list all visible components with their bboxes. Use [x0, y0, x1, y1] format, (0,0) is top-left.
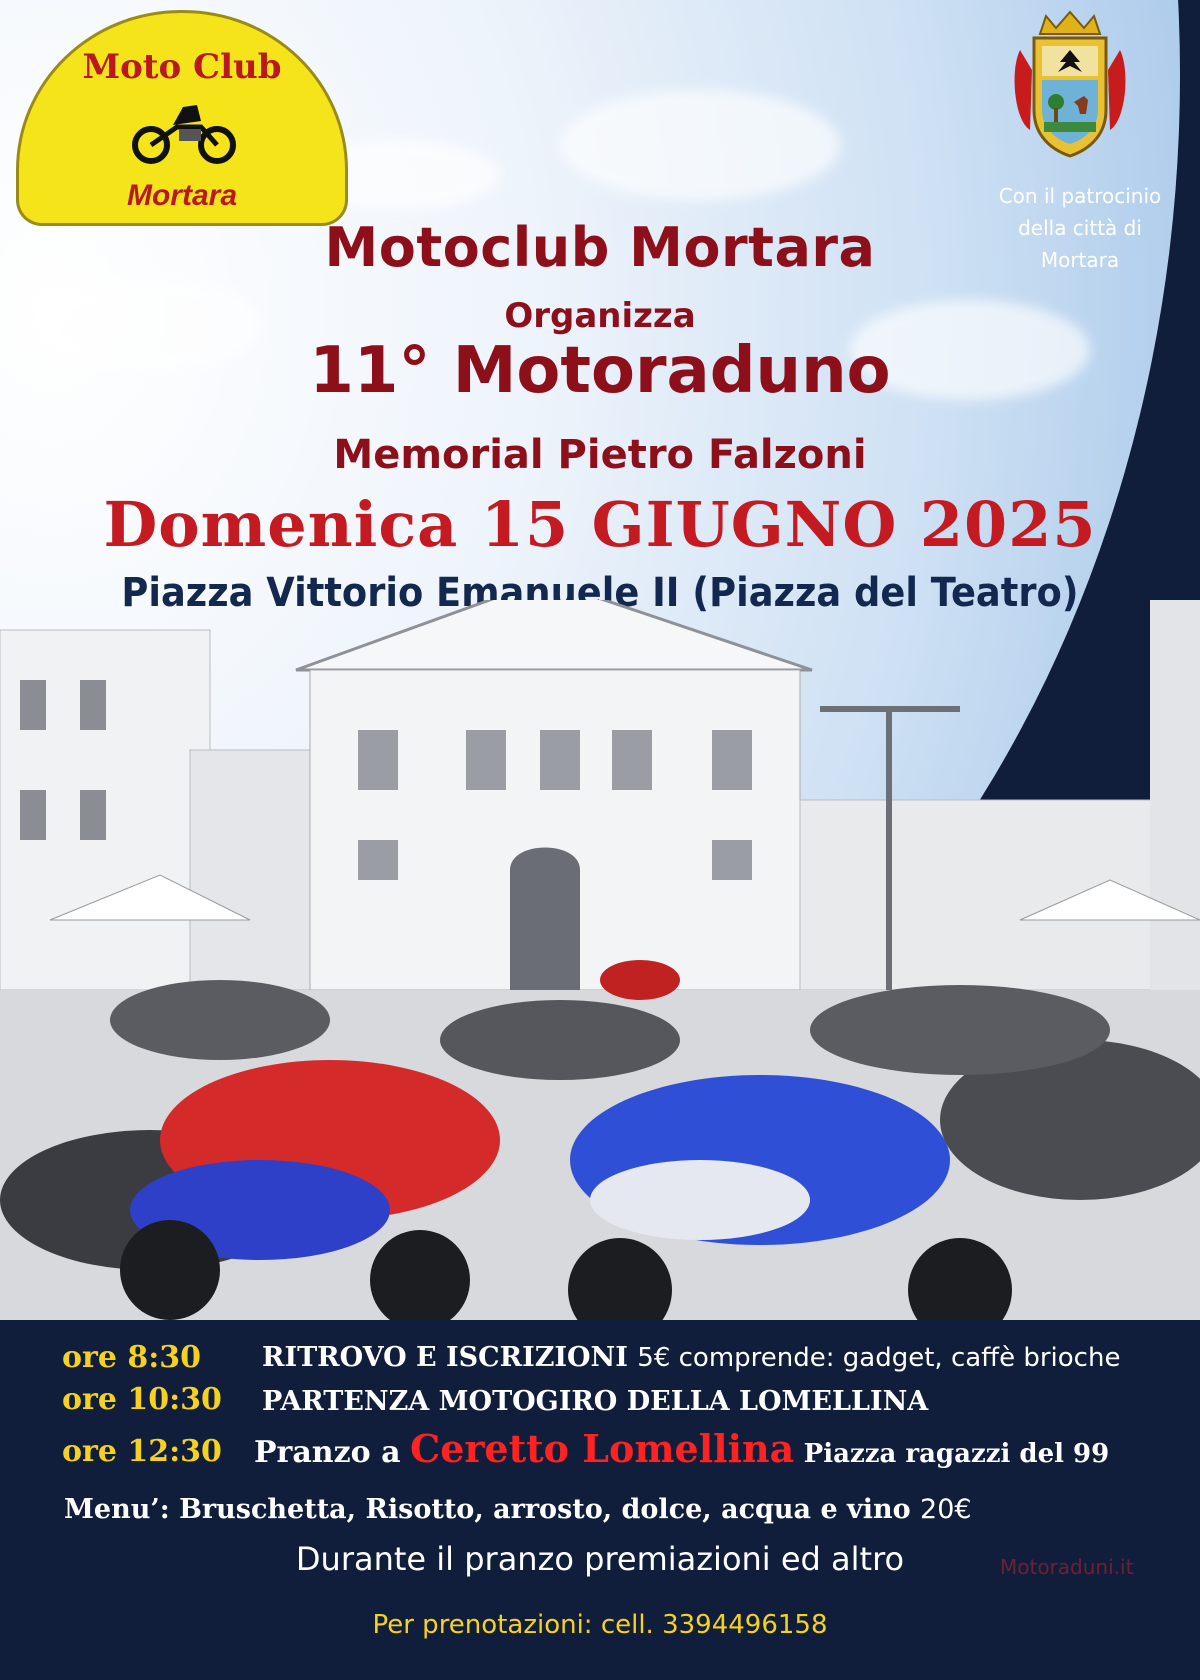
schedule-row — [0, 1336, 1200, 1380]
menu-text: Menu’: Bruschetta, Risotto, arrosto, dolce, acqua e vino — [64, 1494, 911, 1525]
motorcycle-icon — [129, 101, 239, 167]
club-title: Motoclub Mortara — [324, 216, 876, 279]
schedule-row — [0, 1426, 1200, 1470]
schedule-time: ore 12:30 — [62, 1434, 222, 1469]
memorial-subtitle: Memorial Pietro Falzoni — [333, 432, 867, 478]
cloud — [560, 90, 840, 200]
event-venue: Piazza Vittorio Emanuele II (Piazza del Teatro) — [121, 570, 1079, 616]
city-coat-of-arms — [1010, 10, 1130, 160]
patronage-line: Mortara — [1040, 248, 1120, 272]
activity-label: RITROVO E ISCRIZIONI — [262, 1342, 628, 1373]
event-date: Domenica 15 GIUGNO 2025 — [103, 488, 1097, 561]
lunch-location: Ceretto Lomellina — [409, 1426, 795, 1471]
logo-bottom-text: Mortara — [126, 179, 238, 212]
booking-contact: Per prenotazioni: cell. 3394496158 — [372, 1610, 828, 1640]
organizes-label: Organizza — [504, 296, 696, 336]
event-title: 11° Motoraduno — [309, 334, 891, 408]
activity-label: Pranzo a — [254, 1435, 401, 1470]
menu-price: 20€ — [920, 1494, 972, 1525]
lunch-place: Piazza ragazzi del 99 — [803, 1439, 1110, 1469]
awards-note: Durante il pranzo premiazioni ed altro — [295, 1540, 905, 1578]
activity-extra: 5€ comprende: gadget, caffè brioche — [637, 1343, 1121, 1373]
schedule-time: ore 8:30 — [62, 1340, 202, 1375]
schedule-time: ore 10:30 — [62, 1382, 222, 1417]
schedule-activity — [254, 1426, 1109, 1471]
lunch-menu — [64, 1494, 972, 1525]
patronage-line: Con il patrocinio — [998, 184, 1162, 208]
logo-top-text: Moto Club — [82, 47, 282, 87]
schedule-activity: PARTENZA MOTOGIRO DELLA LOMELLINA — [262, 1386, 929, 1417]
watermark: Motoraduni.it — [1000, 1555, 1134, 1579]
schedule-activity — [262, 1342, 1120, 1373]
event-photo — [0, 600, 1200, 1320]
schedule-row — [0, 1382, 1200, 1426]
patronage-line: della città di — [1018, 216, 1142, 240]
